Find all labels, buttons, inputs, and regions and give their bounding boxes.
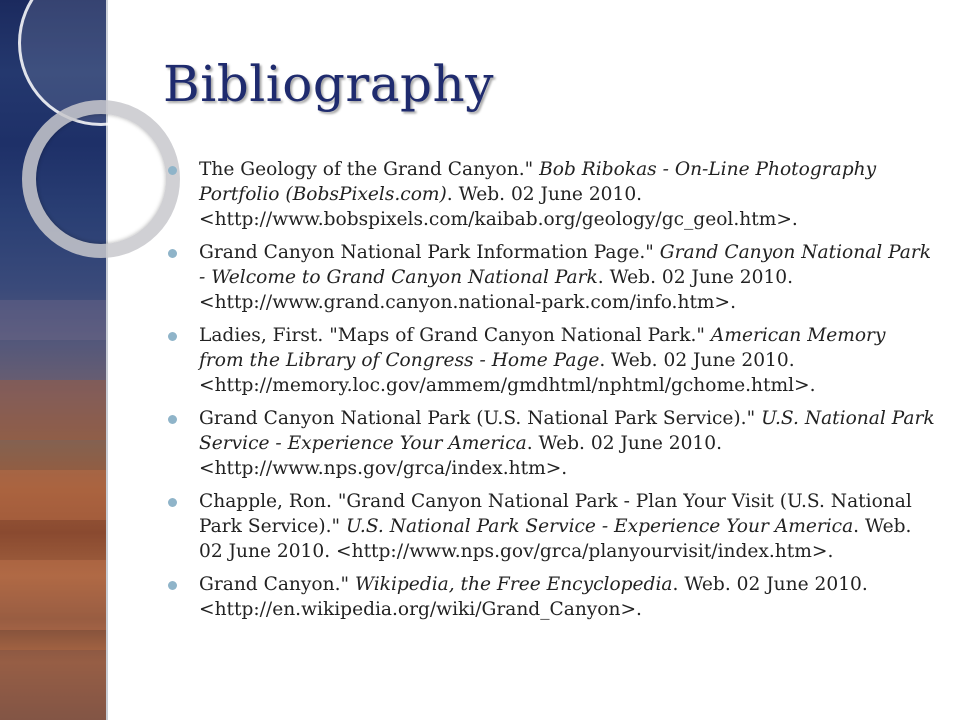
bullet-icon xyxy=(168,166,177,175)
list-item xyxy=(165,489,935,564)
entry-text: Grand Canyon." xyxy=(199,574,355,595)
bullet-icon xyxy=(168,249,177,258)
bullet-icon xyxy=(168,498,177,507)
list-item xyxy=(165,157,935,232)
list-item xyxy=(165,240,935,315)
page-title: Bibliography xyxy=(163,55,494,113)
entry-text: Chapple, Ron. "Grand Canyon National Park - Plan Your Visit (U.S. National Park Service)." xyxy=(199,491,912,537)
entry-citation: . Web. 02 June 2010. <http://www.bobspixels.com/kaibab.org/geology/gc_geol.htm>. xyxy=(199,184,798,230)
canyon-layer xyxy=(0,560,106,630)
list-item xyxy=(165,323,935,398)
entry-source: Bob Ribokas - On-Line Photography Portfolio (BobsPixels.com) xyxy=(199,159,877,205)
bibliography-list xyxy=(165,157,935,630)
entry-text: The Geology of the Grand Canyon." xyxy=(199,159,540,180)
canyon-layer xyxy=(0,470,106,520)
entry-citation: . Web. 02 June 2010. <http://www.nps.gov/grca/planyourvisit/index.htm>. xyxy=(199,516,912,562)
list-item xyxy=(165,406,935,481)
canyon-layer xyxy=(0,300,106,340)
entry-text: Ladies, First. "Maps of Grand Canyon National Park." xyxy=(199,325,711,346)
bullet-icon xyxy=(168,332,177,341)
entry-text: Grand Canyon National Park Information Page." xyxy=(199,242,660,263)
decorative-ring-small xyxy=(22,100,180,258)
entry-citation: . Web. 02 June 2010. <http://www.grand.canyon.national-park.com/info.htm>. xyxy=(199,267,794,313)
entry-source: U.S. National Park Service - Experience Your America xyxy=(345,516,854,537)
bullet-icon xyxy=(168,581,177,590)
entry-source: American Memory from the Library of Congress - Home Page xyxy=(199,325,886,371)
list-item xyxy=(165,572,935,622)
entry-citation: . Web. 02 June 2010. <http://www.nps.gov/grca/index.htm>. xyxy=(199,433,722,479)
entry-source: Grand Canyon National Park - Welcome to Grand Canyon National Park xyxy=(199,242,932,288)
entry-text: Grand Canyon National Park (U.S. National Park Service)." xyxy=(199,408,762,429)
canyon-layer xyxy=(0,650,106,720)
canyon-layer xyxy=(0,380,106,440)
bullet-icon xyxy=(168,415,177,424)
entry-source: Wikipedia, the Free Encyclopedia xyxy=(354,574,673,595)
entry-source: U.S. National Park Service - Experience Your America xyxy=(199,408,935,454)
entry-citation: . Web. 02 June 2010. <http://en.wikipedia.org/wiki/Grand_Canyon>. xyxy=(199,574,868,620)
entry-citation: . Web. 02 June 2010. <http://memory.loc.gov/ammem/gmdhtml/nphtml/gchome.html>. xyxy=(199,350,816,396)
